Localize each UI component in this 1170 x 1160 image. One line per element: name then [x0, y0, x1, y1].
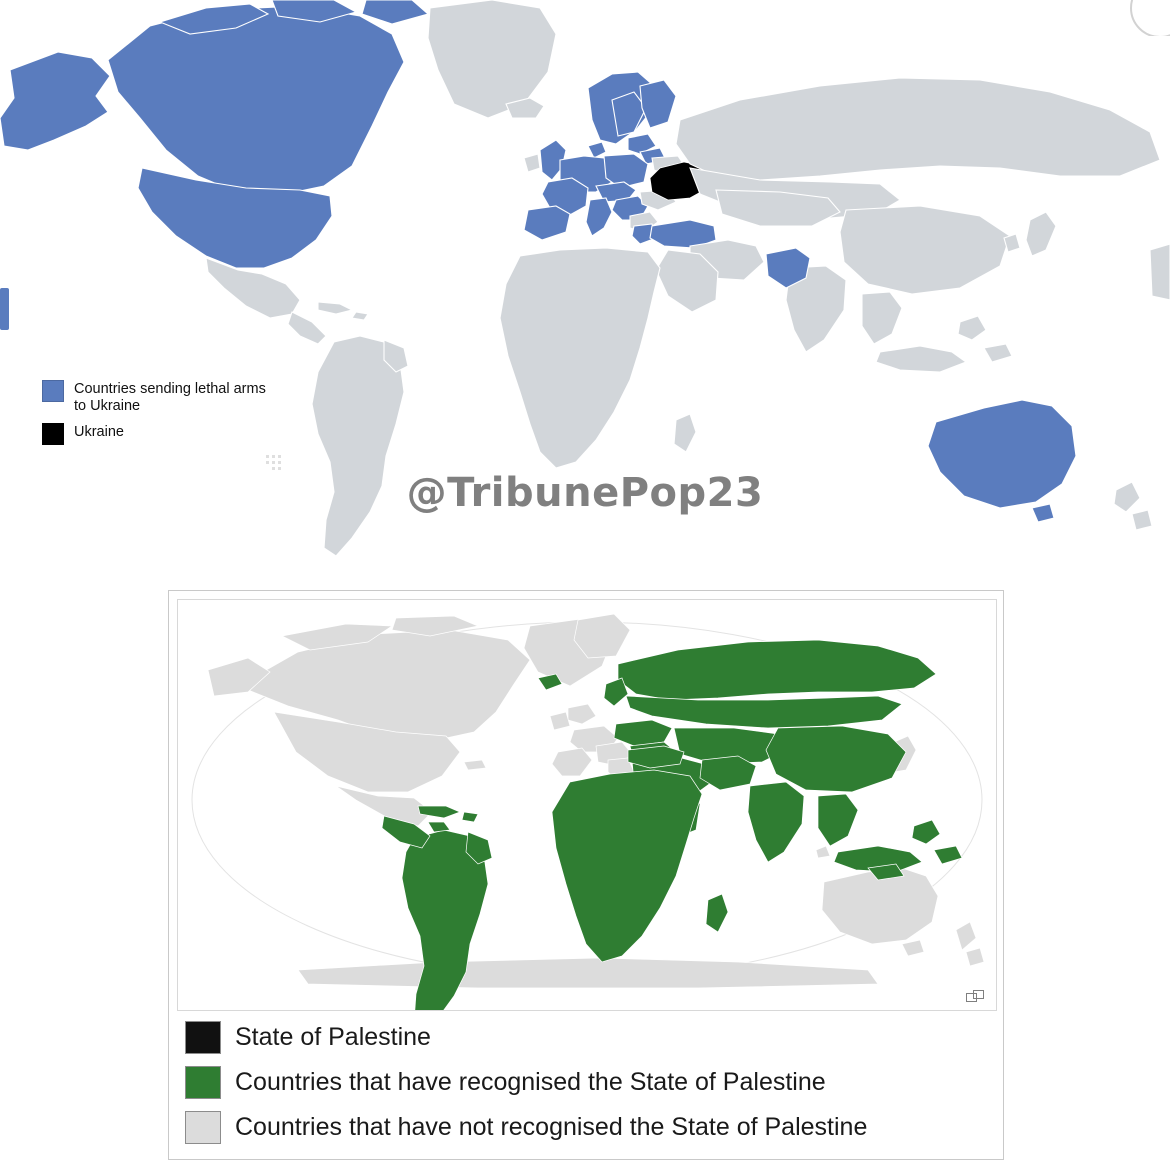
legend-label-not-recognised: Countries that have not recognised the State of Palestine: [235, 1113, 868, 1141]
legend-swatch-blue: [42, 380, 64, 402]
legend-item-sending-arms: [42, 380, 302, 415]
legend-swatch-grey: [185, 1111, 221, 1144]
palestine-recognition-card: [168, 590, 1004, 1160]
legend-item-ukraine: [42, 423, 302, 445]
legend-swatch-black: [185, 1021, 221, 1054]
legend-label-state-of-palestine: State of Palestine: [235, 1023, 431, 1051]
legend-swatch-black: [42, 423, 64, 445]
palestine-legend: [177, 1015, 997, 1150]
legend-item-not-recognised: [185, 1105, 997, 1150]
cropped-highlight-sliver: [0, 288, 9, 330]
lethal-arms-legend: [42, 380, 302, 453]
legend-swatch-green: [185, 1066, 221, 1099]
palestine-map-frame: [177, 599, 997, 1011]
expand-image-icon[interactable]: [966, 990, 984, 1004]
dotted-artifact: [266, 455, 284, 469]
legend-label-recognised: Countries that have recognised the State of Palestine: [235, 1068, 826, 1096]
legend-label-sending-arms: Countries sending lethal arms to Ukraine: [74, 381, 266, 415]
watermark-text: @TribunePop23: [406, 470, 764, 516]
legend-item-state-of-palestine: [185, 1015, 997, 1060]
world-map-palestine-svg: [178, 600, 996, 1010]
legend-label-ukraine: Ukraine: [74, 424, 124, 441]
legend-item-recognised: [185, 1060, 997, 1105]
